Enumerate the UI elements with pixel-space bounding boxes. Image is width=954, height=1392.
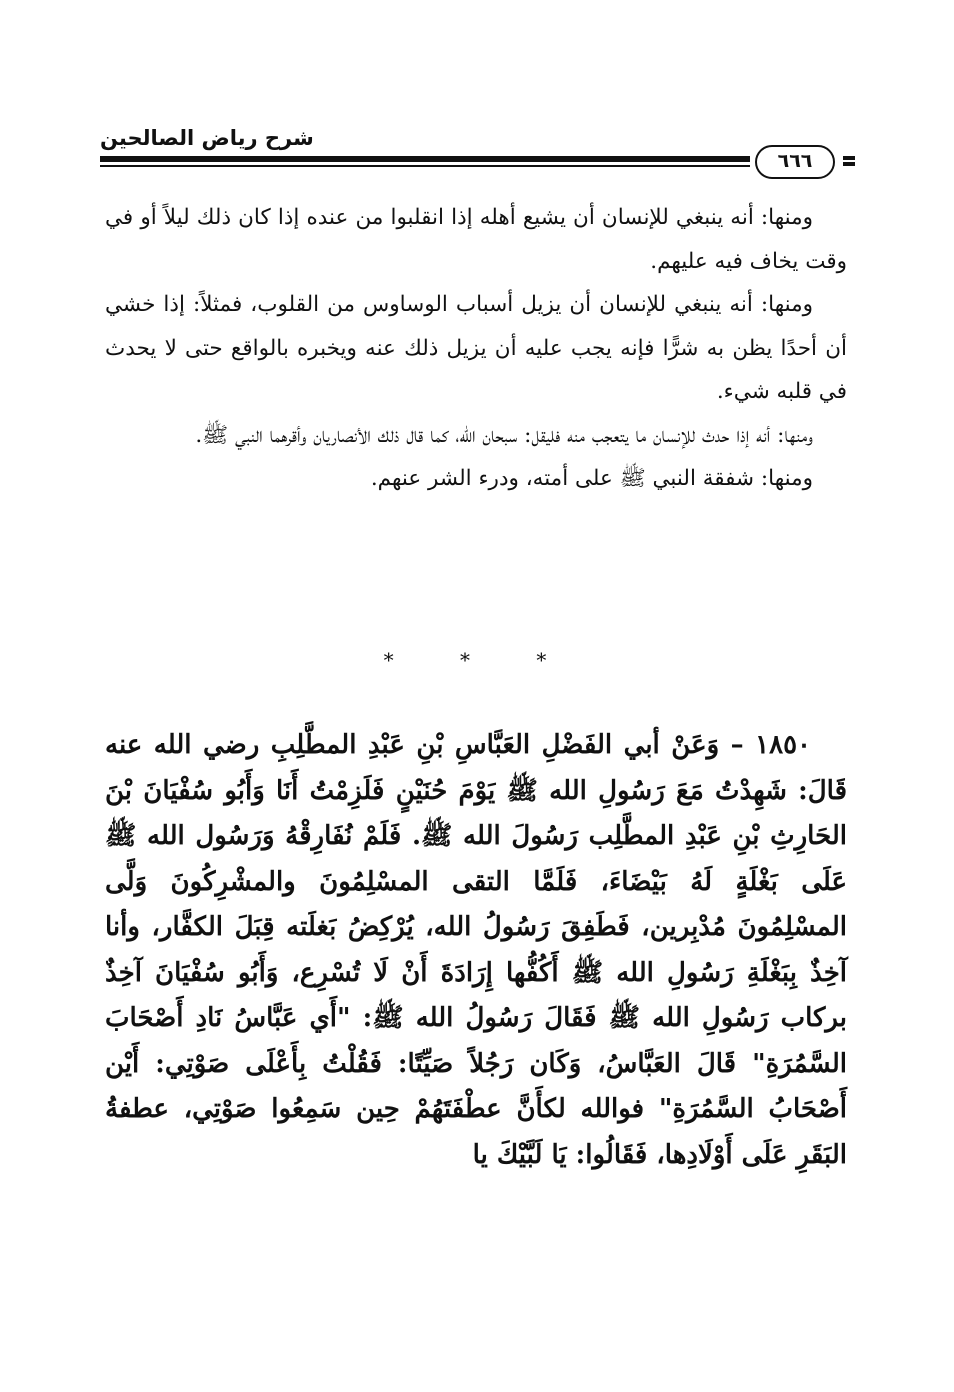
hadith-text: وَعَنْ أبي الفَضْلِ العَبَّاسِ بْنِ عَبْدِ المطَّلِبِ رضي الله عنه قَالَ: شَهِدْتُ مَعَ رَسُولِ الله ﷺ يَوْمَ حُنَيْنٍ فَلَزِمْتُ أَنَا وَأَبُو سُفْيَانَ بْنَ الحَارِثِ بْنِ عَبْدِ المطَّلِب رَسُولَ الله ﷺ. فَلَمْ نُفَارِقْهُ وَرَسُول الله ﷺ عَلَى بَغْلَةٍ لَهُ بَيْضَاءَ، فَلَمَّا التقى المسْلِمُونَ والمشْرِكُونَ وَلَّى المسْلِمُونَ مُدْبِرين، فَطَفِقَ رَسُولُ الله، يُرْكِضُ بَغلَته قِبَلَ الكفَّار، وأنا آخِذٌ بِبَغْلَةِ رَسُولِ الله ﷺ أَكُفُّها إِرَادَةَ أَنْ لَا تُسْرِع، وَأَبُو سُفْيَانَ آخِذٌ بركاب رَسُولِ الله ﷺ فَقَالَ رَسُولُ الله ﷺ: "أَي عَبَّاسُ نَادِ أَصْحَابَ السَّمُرَةِ" قَالَ العَبَّاسُ، وَكَان رَجُلاً صَيِّتًا: فَقُلْتُ بِأَعْلَى صَوْتِي: أَيْن أَصْحَابُ السَّمُرَةِ" فوالله لكأَنَّ عطْفَتَهُمْ حِين سَمِعُوا صَوْتِي، عطفةُ البَقَرِ عَلَى أَوْلَادِها، فَقَالُوا: يَا لَبَّيْكَ يا: [105, 730, 847, 1170]
section-separator: * * *: [383, 648, 577, 672]
header-ornament: [843, 156, 855, 166]
hadith-number: ١٨٥٠: [755, 730, 811, 760]
hadith-section: [105, 723, 847, 1178]
commentary-section: [105, 196, 847, 501]
header-rule-thin: [100, 165, 750, 167]
hadith-paragraph: ١٨٥٠ – وَعَنْ أبي الفَضْلِ العَبَّاسِ بْنِ عَبْدِ المطَّلِبِ رضي الله عنه قَالَ: شَهِدْتُ مَعَ رَسُولِ الله ﷺ يَوْمَ حُنَيْنٍ فَلَزِمْتُ أَنَا وَأَبُو سُفْيَانَ بْنَ الحَارِثِ بْنِ عَبْدِ المطَّلِب رَسُولَ الله ﷺ. فَلَمْ نُفَارِقْهُ وَرَسُول الله ﷺ عَلَى بَغْلَةٍ لَهُ بَيْضَاءَ، فَلَمَّا التقى المسْلِمُونَ والمشْرِكُونَ وَلَّى المسْلِمُونَ مُدْبِرين، فَطَفِقَ رَسُولُ الله، يُرْكِضُ بَغلَته قِبَلَ الكفَّار، وأنا آخِذٌ بِبَغْلَةِ رَسُولِ الله ﷺ أَكُفُّها إِرَادَةَ أَنْ لَا تُسْرِع، وَأَبُو سُفْيَانَ آخِذٌ بركاب رَسُولِ الله ﷺ فَقَالَ رَسُولُ الله ﷺ: "أَي عَبَّاسُ نَادِ أَصْحَابَ السَّمُرَةِ" قَالَ العَبَّاسُ، وَكَان رَجُلاً صَيِّتًا: فَقُلْتُ بِأَعْلَى صَوْتِي: أَيْن أَصْحَابُ السَّمُرَةِ" فوالله لكأَنَّ عطْفَتَهُمْ حِين سَمِعُوا صَوْتِي، عطفةُ البَقَرِ عَلَى أَوْلَادِها، فَقَالُوا: يَا لَبَّيْكَ يا: [105, 730, 847, 1170]
commentary-paragraph: ومنها: أنه ينبغي للإنسان أن يشيع أهله إذا انقلبوا من عنده إذا كان ذلك ليلاً أو في وقت يخاف فيه عليهم.: [105, 205, 847, 274]
page-header: [100, 118, 855, 188]
page-number: ٦٦٦: [755, 145, 835, 179]
commentary-paragraph: ومنها: شفقة النبي ﷺ على أمته، ودرء الشر عنهم.: [370, 466, 813, 491]
book-title: شرح رياض الصالحين: [100, 126, 314, 150]
commentary-paragraph: ومنها: أنه إذا حدث للإنسان ما يتعجب منه فليقل: سبحان الله، كما قال ذلك الأنصاريان وأقرهما النبي ﷺ.: [195, 422, 813, 448]
header-rule-thick: [100, 156, 750, 162]
commentary-paragraph: ومنها: أنه ينبغي للإنسان أن يزيل أسباب الوساوس من القلوب، فمثلاً: إذا خشي أن أحدًا يظن به شرًّا فإنه يجب عليه أن يزيل ذلك عنه ويخبره بالواقع حتى لا يحدث في قلبه شيء.: [105, 292, 847, 404]
